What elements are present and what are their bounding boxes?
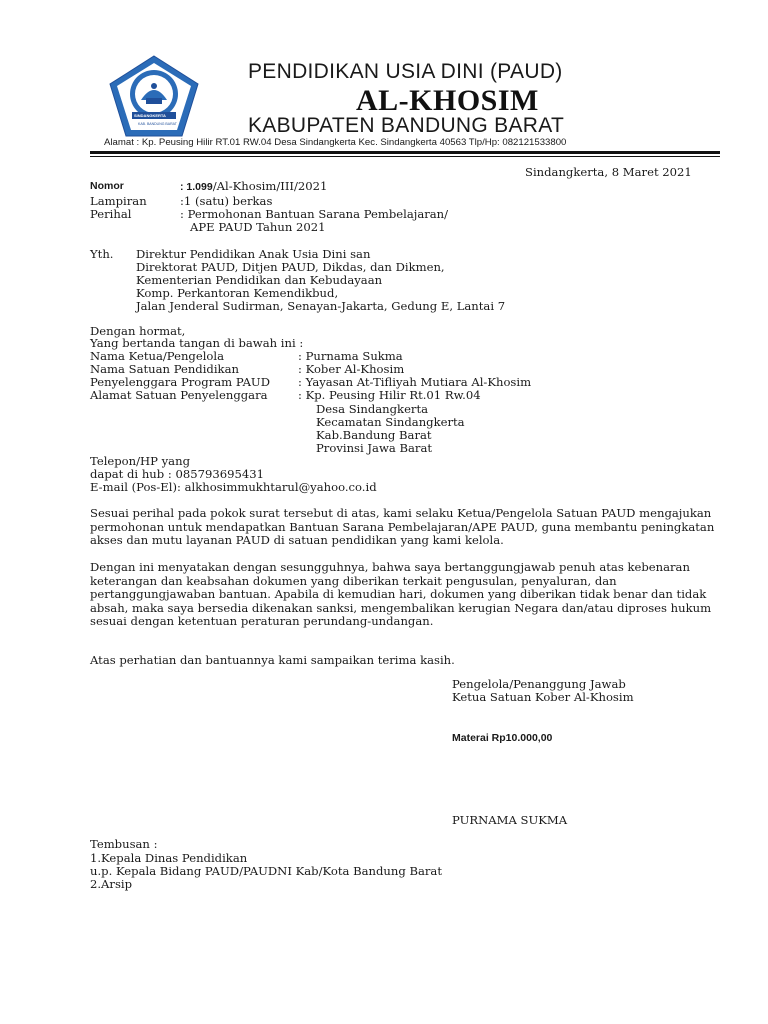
- body-paragraph-1: [90, 507, 720, 548]
- body-text-2: Dengan ini menyatakan dengan sesungguhnya, bahwa saya bertanggungjawab penuh atas kebenaran keterangan dan keabsahan dokumen yang diberikan terkait pengusulan, penyaluran, dan pertanggungjawaban bantuan. Apabila di kemudian hari, dokumen yang diberikan tidak benar dan tidak absah, maka saya bersedia dikenakan sanksi, mengembalikan kerugian Negara dan/atau diproses hukum sesuai dengan ketentuan peraturan perundang-undangan.: [90, 560, 712, 629]
- field-value: : Purnama Sukma: [298, 349, 403, 363]
- body-text-1: Sesuai perihal pada pokok surat tersebut di atas, kami selaku Ketua/Pengelola Satuan PAUD mengajukan permohonan untuk mendapatkan Bantuan Sarana Pembelajaran/APE PAUD, guna membantu peningkatan akses dan mutu layanan PAUD di satuan pendidikan yang kami kelola.: [90, 506, 715, 548]
- nomor-label: Nomor: [90, 180, 124, 192]
- address-line: Kab.Bandung Barat: [316, 428, 432, 442]
- greeting: Dengan hormat,: [90, 324, 186, 338]
- field-label: Alamat Satuan Penyelenggara: [90, 388, 268, 402]
- field-label: Nama Satuan Pendidikan: [90, 362, 239, 376]
- perihal-label: Perihal: [90, 207, 132, 221]
- tembusan-item: u.p. Kepala Bidang PAUD/PAUDNI Kab/Kota Bandung Barat: [90, 864, 442, 878]
- letterhead-line-3: KABUPATEN BANDUNG BARAT: [248, 114, 565, 137]
- letterhead-address: Alamat : Kp. Peusing Hilir RT.01 RW.04 Desa Sindangkerta Kec. Sindangkerta 40563 Tlp/Hp: 082121533800: [104, 137, 567, 148]
- lampiran-label: Lampiran: [90, 194, 147, 208]
- recipient-line: Direktorat PAUD, Ditjen PAUD, Dikdas, dan Dikmen,: [136, 260, 445, 274]
- recipient-line: Direktur Pendidikan Anak Usia Dini san: [136, 247, 371, 261]
- nomor-value-bold: : 1.099: [180, 181, 213, 193]
- signer-name: PURNAMA SUKMA: [452, 813, 568, 827]
- address-line: Kecamatan Sindangkerta: [316, 415, 465, 429]
- intro: Yang bertanda tangan di bawah ini :: [90, 336, 304, 350]
- tembusan-label: Tembusan :: [90, 837, 158, 851]
- perihal-value-2: APE PAUD Tahun 2021: [190, 220, 326, 234]
- field-label: Penyelenggara Program PAUD: [90, 375, 271, 389]
- telepon-value: dapat di hub : 085793695431: [90, 467, 264, 481]
- letterhead-rule-thick: [90, 151, 720, 154]
- address-line: Desa Sindangkerta: [316, 402, 429, 416]
- sign-title-2: Ketua Satuan Kober Al-Khosim: [452, 690, 634, 704]
- recipient-line: Komp. Perkantoran Kemendikbud,: [136, 286, 339, 300]
- place-date: Sindangkerta, 8 Maret 2021: [525, 165, 692, 179]
- letterhead-name: AL-KHOSIM: [356, 84, 539, 117]
- field-value: : Kp. Peusing Hilir Rt.01 Rw.04: [298, 388, 481, 402]
- yth-label: Yth.: [90, 247, 114, 261]
- closing: Atas perhatian dan bantuannya kami sampaikan terima kasih.: [90, 653, 455, 667]
- materai: Materai Rp10.000,00: [452, 732, 553, 744]
- recipient-line: Kementerian Pendidikan dan Kebudayaan: [136, 273, 383, 287]
- sign-title-1: Pengelola/Penanggung Jawab: [452, 677, 626, 691]
- field-label: Nama Ketua/Pengelola: [90, 349, 225, 363]
- nomor-value-rest: /Al-Khosim/III/2021: [212, 179, 328, 193]
- nomor-value: [180, 180, 327, 195]
- logo-sub-text: KAB. BANDUNG BARAT: [138, 122, 177, 126]
- letterhead-rule-thin: [90, 156, 720, 157]
- logo-ribbon-text: SINDANGKERTA: [134, 113, 166, 118]
- field-value: : Kober Al-Khosim: [298, 362, 405, 376]
- tembusan-item: 1.Kepala Dinas Pendidikan: [90, 851, 248, 865]
- address-line: Provinsi Jawa Barat: [316, 441, 433, 455]
- perihal-value-1: : Permohonan Bantuan Sarana Pembelajaran/: [180, 207, 449, 221]
- field-value: : Yayasan At-Tifliyah Mutiara Al-Khosim: [298, 375, 532, 389]
- body-paragraph-2: [90, 561, 720, 629]
- email: E-mail (Pos-El): alkhosimmukhtarul@yahoo.co.id: [90, 480, 377, 494]
- letterhead-line-1: PENDIDIKAN USIA DINI (PAUD): [248, 60, 563, 83]
- lampiran-value: :1 (satu) berkas: [180, 194, 273, 208]
- tembusan-item: 2.Arsip: [90, 877, 133, 891]
- recipient-line: Jalan Jenderal Sudirman, Senayan-Jakarta, Gedung E, Lantai 7: [136, 299, 506, 313]
- telepon-label: Telepon/HP yang: [90, 454, 190, 468]
